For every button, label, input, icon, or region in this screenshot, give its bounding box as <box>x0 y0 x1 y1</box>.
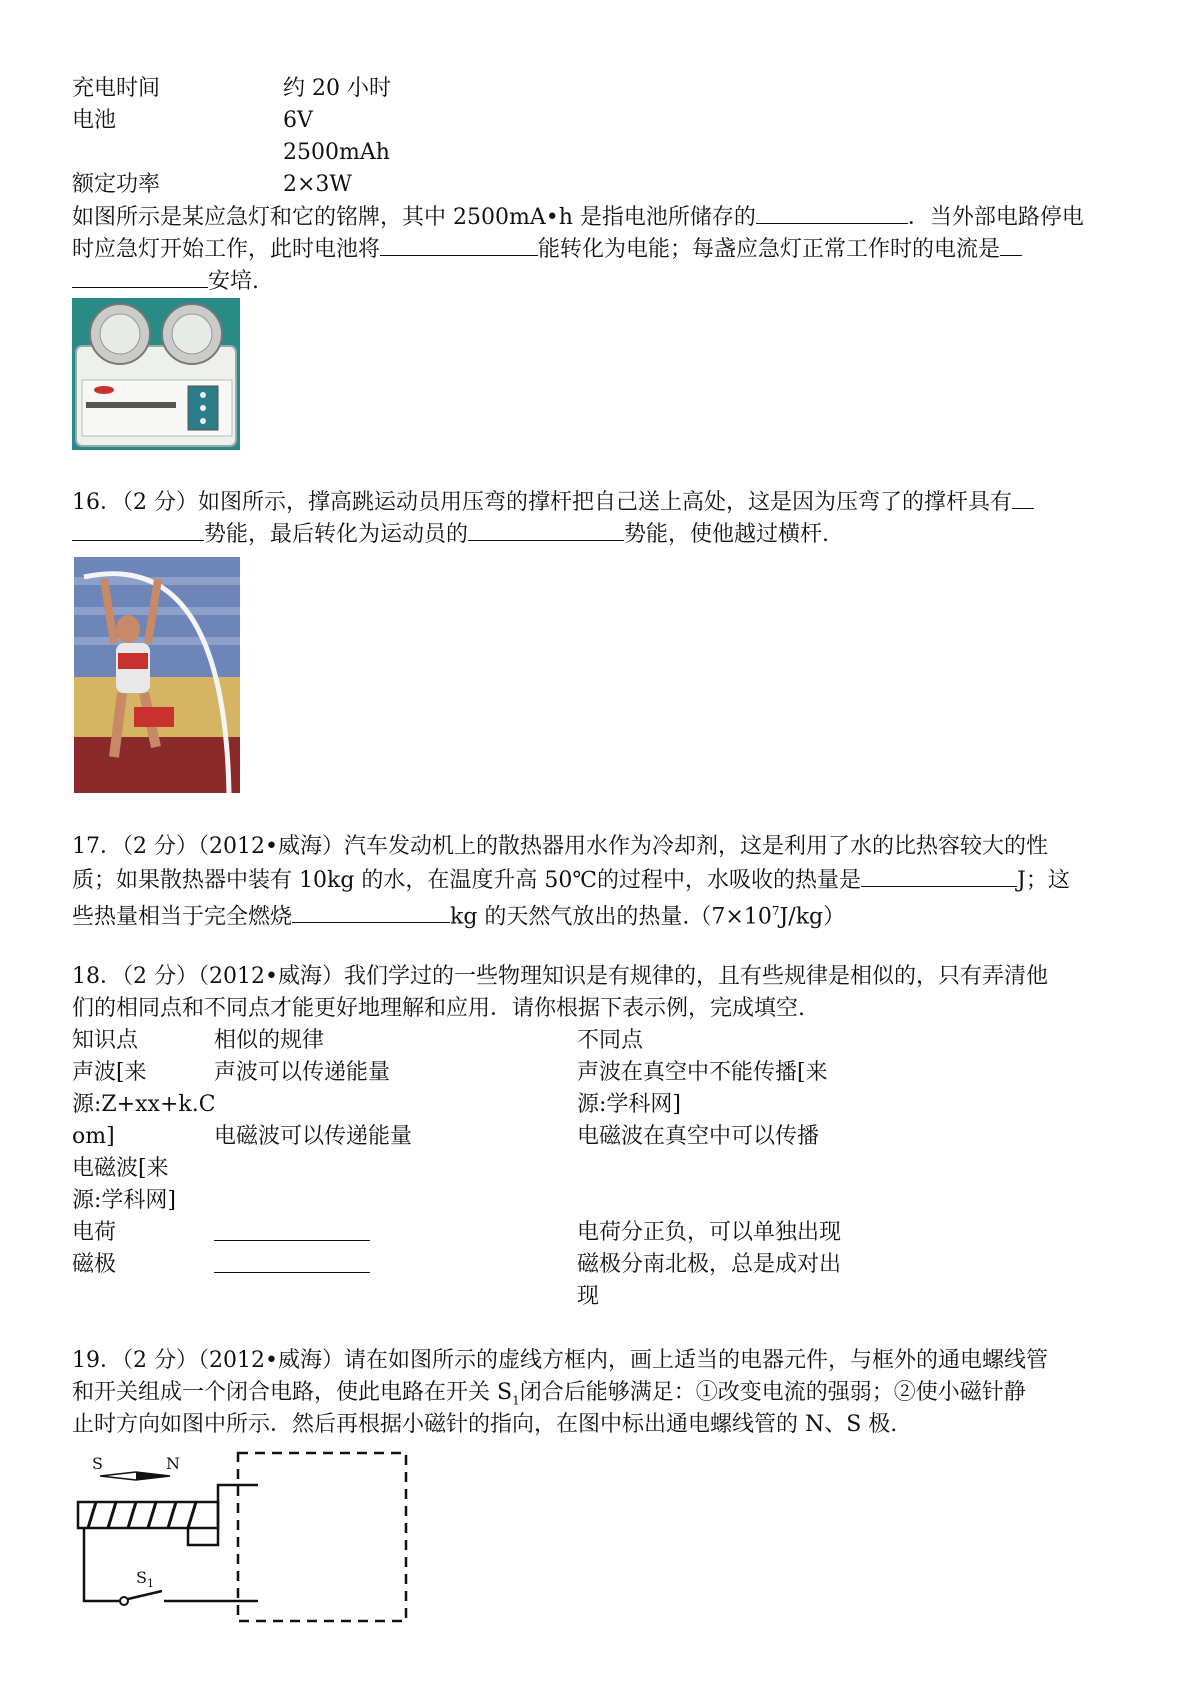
table-header: 不同点 <box>577 1028 644 1053</box>
text-segment: ．当外部电路停电 <box>907 205 1084 230</box>
table-header: 知识点 <box>72 1028 139 1053</box>
table-cell: 磁极 <box>72 1252 117 1277</box>
text-segment: 安培. <box>208 269 259 294</box>
text-segment: J/kg） <box>779 904 846 930</box>
table-cell: 声波[来 <box>72 1060 147 1085</box>
answer-blank[interactable] <box>72 265 208 288</box>
table-cell: 声波在真空中不能传播[来 <box>577 1060 828 1085</box>
dashed-box <box>238 1453 406 1621</box>
answer-blank[interactable] <box>1012 486 1034 509</box>
switch-letter: S <box>136 1568 147 1587</box>
question-text <box>72 233 1022 265</box>
question-text <box>72 518 829 550</box>
question-text <box>72 265 259 297</box>
text-segment: 势能，使他越过横杆. <box>624 522 830 547</box>
spec-label: 充电时间 <box>72 76 161 101</box>
table-header: 相似的规律 <box>214 1028 325 1053</box>
table-cell: 电磁波[来 <box>72 1156 169 1181</box>
answer-blank[interactable] <box>292 900 450 923</box>
question-text <box>72 201 1084 233</box>
switch-subscript: 1 <box>146 1577 154 1591</box>
exponent: 7 <box>771 904 780 918</box>
question-text <box>72 486 1034 518</box>
table-cell: 源:Z+xx+k.C <box>72 1092 216 1117</box>
circuit-diagram <box>70 1445 420 1625</box>
answer-blank[interactable] <box>380 233 538 256</box>
table-cell: 电磁波在真空中可以传播 <box>577 1124 820 1149</box>
question-text <box>72 896 845 932</box>
table-cell: om] <box>72 1124 115 1149</box>
table-cell: 磁极分南北极，总是成对出 <box>577 1252 842 1277</box>
text-segment: 质；如果散热器中装有 10kg 的水，在温度升高 50℃的过程中，水吸收的热量是 <box>72 868 861 893</box>
question-text: 们的相同点和不同点才能更好地理解和应用．请你根据下表示例，完成填空. <box>72 996 805 1021</box>
text-segment: 闭合后能够满足：①改变电流的强弱；②使小磁针静 <box>519 1380 1026 1405</box>
table-cell: 源:学科网] <box>72 1188 176 1213</box>
answer-blank[interactable] <box>861 864 1017 887</box>
table-cell: 现 <box>577 1284 600 1309</box>
answer-blank[interactable] <box>756 201 908 224</box>
spec-value: 2×3W <box>283 172 353 197</box>
spec-value: 约 20 小时 <box>283 76 391 101</box>
table-cell: 电磁波可以传递能量 <box>214 1124 413 1149</box>
text-segment: J；这 <box>1017 868 1070 893</box>
spec-label: 电池 <box>72 108 117 133</box>
table-cell <box>214 1218 370 1250</box>
spec-value: 6V <box>283 108 313 133</box>
question-text: 18．（2 分）（2012•威海）我们学过的一些物理知识是有规律的，且有些规律是相似的，只有弄清他 <box>72 964 1048 989</box>
text-segment: kg 的天然气放出的热量.（7×10 <box>450 904 772 930</box>
text-segment: 能转化为电能；每盏应急灯正常工作时的电流是 <box>538 237 1001 262</box>
question-text <box>72 864 1070 896</box>
pole-vault-photo <box>74 557 240 793</box>
text-segment: 时应急灯开始工作，此时电池将 <box>72 237 381 262</box>
table-cell: 源:学科网] <box>577 1092 681 1117</box>
table-cell: 电荷 <box>72 1220 117 1245</box>
question-text: 17．（2 分）（2012•威海）汽车发动机上的散热器用水作为冷却剂，这是利用了水的比热容较大的性 <box>72 834 1048 859</box>
spec-value: 2500mAh <box>283 140 390 165</box>
needle-s-label: S <box>92 1454 103 1473</box>
text-segment: 如图所示是某应急灯和它的铭牌，其中 2500mA•h 是指电池所储存的 <box>72 205 756 230</box>
question-text: 19．（2 分）（2012•威海）请在如图所示的虚线方框内，画上适当的电器元件，与框外的通电螺线管 <box>72 1348 1048 1373</box>
text-segment: 和开关组成一个闭合电路，使此电路在开关 S <box>72 1380 513 1405</box>
table-cell <box>214 1250 370 1282</box>
spec-label: 额定功率 <box>72 172 161 197</box>
answer-blank[interactable] <box>468 518 624 541</box>
answer-blank[interactable] <box>72 518 204 541</box>
emergency-light-photo <box>72 298 240 450</box>
text-segment: 势能，最后转化为运动员的 <box>204 522 469 547</box>
table-cell: 电荷分正负，可以单独出现 <box>577 1220 842 1245</box>
text-segment: 16．（2 分）如图所示，撑高跳运动员用压弯的撑杆把自己送上高处，这是因为压弯了的撑杆具有 <box>72 490 1012 515</box>
text-segment: 些热量相当于完全燃烧 <box>72 904 293 930</box>
answer-blank[interactable] <box>1000 233 1022 256</box>
subscript: 1 <box>512 1393 520 1408</box>
switch-label <box>136 1569 154 1593</box>
table-cell: 声波可以传递能量 <box>214 1060 391 1085</box>
question-text: 止时方向如图中所示．然后再根据小磁针的指向，在图中标出通电螺线管的 N、S 极. <box>72 1412 898 1437</box>
needle-n-label: N <box>166 1454 180 1473</box>
answer-blank[interactable] <box>214 1218 370 1241</box>
answer-blank[interactable] <box>214 1250 370 1273</box>
